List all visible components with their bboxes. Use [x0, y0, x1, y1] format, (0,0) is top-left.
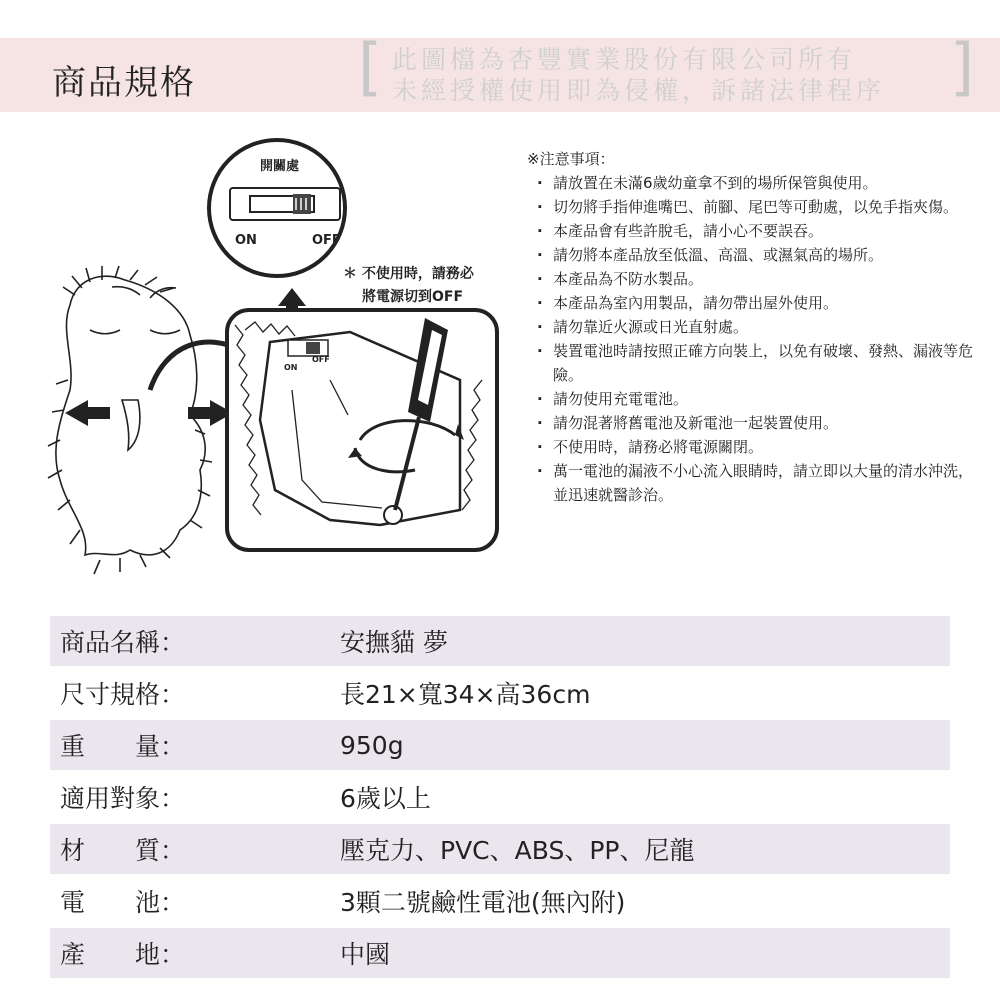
note-item: · 裝置電池時請按照正確方向裝上，以免有破壞、發熱、漏液等危險。 [527, 339, 977, 387]
spec-value: 950g [340, 730, 404, 760]
spec-label: 電 池： [60, 888, 186, 917]
switch-off-label: OFF [312, 233, 341, 248]
arrow-left-icon [65, 400, 110, 426]
spec-row-weight [50, 720, 950, 770]
screw-icon [384, 506, 402, 524]
spec-row-age [50, 770, 950, 824]
note-item: · 本產品為室內用製品，請勿帶出屋外使用。 [527, 291, 977, 315]
watermark-line-1: 此圖檔為杏豐實業股份有限公司所有 [392, 45, 857, 74]
caution-notes [527, 147, 977, 507]
note-item: · 請勿使用充電電池。 [527, 387, 977, 411]
copyright-watermark [358, 30, 975, 105]
spec-label: 尺寸規格： [60, 680, 186, 709]
spec-value: 壓克力、PVC、ABS、PP、尼龍 [340, 836, 695, 865]
note-item: · 請勿靠近火源或日光直射處。 [527, 315, 977, 339]
spec-value: 中國 [340, 940, 391, 969]
spec-row-material [50, 824, 950, 874]
small-off-label: OFF [312, 355, 330, 364]
watermark-line-2: 未經授權使用即為侵權，訴諸法律程序 [392, 76, 886, 105]
watermark-bracket-left: [ [358, 30, 383, 103]
spec-row-origin [50, 928, 950, 978]
note-item: · 請勿混著將舊電池及新電池一起裝置使用。 [527, 411, 977, 435]
battery-switch-illustration [30, 130, 520, 590]
spec-value: 6歲以上 [340, 784, 431, 813]
warning-line-1: ＊ 不使用時，請務必 [343, 266, 474, 282]
note-item: · 切勿將手指伸進嘴巴、前腳、尾巴等可動處，以免手指夾傷。 [527, 195, 977, 219]
spec-table [50, 616, 950, 978]
switch-on-label: ON [235, 233, 257, 248]
note-item: · 請放置在未滿6歲幼童拿不到的場所保管與使用。 [527, 171, 977, 195]
spec-value: 長21×寬34×高36cm [340, 680, 591, 709]
note-item: · 本產品為不防水製品。 [527, 267, 977, 291]
cat-fur-outline [48, 266, 212, 574]
note-item: · 請勿將本產品放至低溫、高溫、或濕氣高的場所。 [527, 243, 977, 267]
spec-label: 適用對象： [60, 784, 186, 813]
small-on-label: ON [284, 363, 298, 372]
spec-label: 重 量： [60, 732, 186, 761]
page-title: 商品規格 [52, 63, 196, 103]
spec-label: 材 質： [60, 836, 186, 865]
note-item: · 本產品會有些許脫毛，請小心不要誤吞。 [527, 219, 977, 243]
spec-row-battery [50, 874, 950, 928]
spec-value: 3顆二號鹼性電池(無內附) [340, 888, 626, 917]
spec-row-size [50, 666, 950, 720]
notes-title: ※注意事項： [527, 150, 615, 168]
warning-line-2: 將電源切到OFF [362, 289, 464, 305]
watermark-bracket-right: ] [950, 30, 975, 103]
spec-label: 產 地： [60, 940, 186, 969]
spec-value: 安撫貓 夢 [340, 628, 448, 657]
note-item: · 不使用時，請務必將電源關閉。 [527, 435, 977, 459]
spec-label: 商品名稱： [60, 628, 186, 657]
spec-row-name [50, 616, 950, 666]
switch-title: 開關處 [260, 159, 300, 174]
note-item: · 萬一電池的漏液不小心流入眼睛時，請立即以大量的清水沖洗，並迅速就醫診治。 [527, 459, 977, 507]
